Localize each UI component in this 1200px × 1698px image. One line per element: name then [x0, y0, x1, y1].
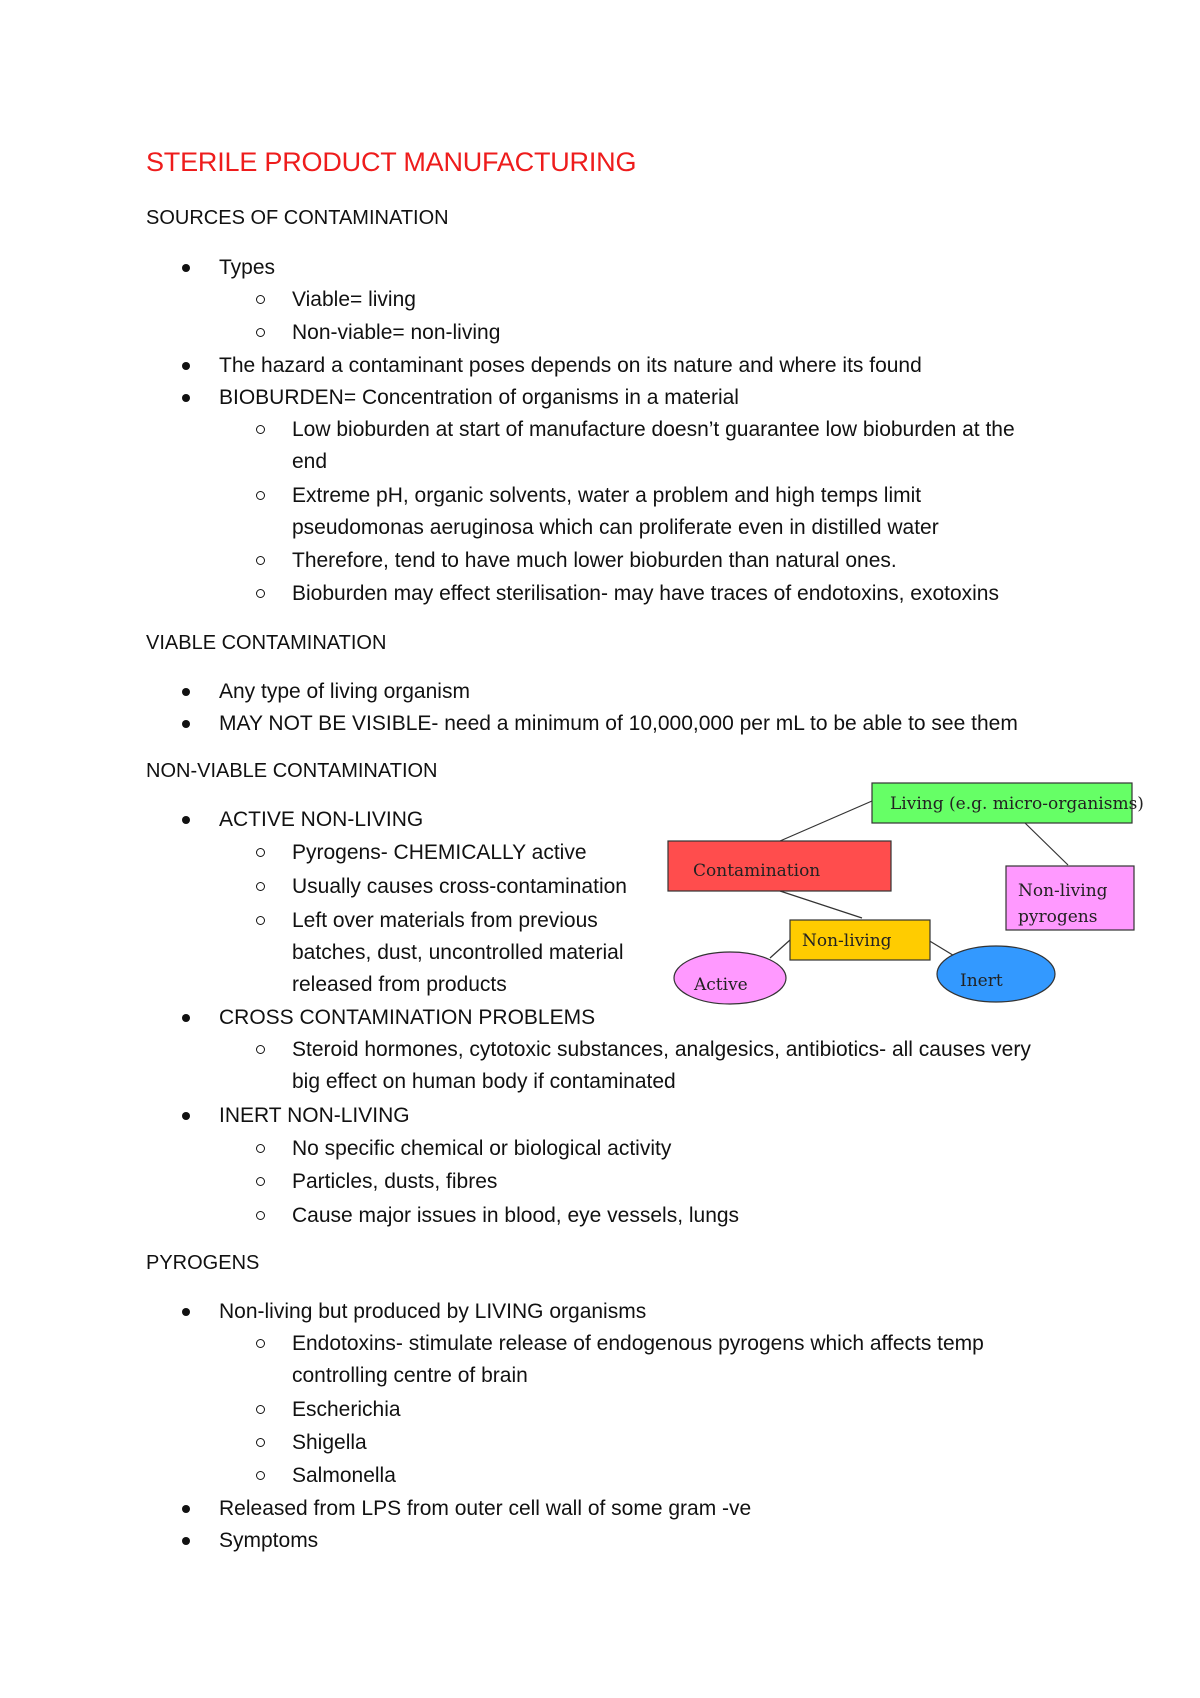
- contamination-label: Contamination: [693, 861, 821, 881]
- list-item: Therefore, tend to have much lower bioburden than natural ones.: [292, 545, 1052, 577]
- page-title: STERILE PRODUCT MANUFACTURING: [146, 147, 637, 177]
- list-item: Low bioburden at start of manufacture doesn’t guarantee low bioburden at the end: [292, 414, 1052, 478]
- list-item: Any type of living organism: [219, 676, 470, 708]
- inert-label: Inert: [960, 971, 1003, 991]
- list-item: Usually causes cross-contamination: [292, 871, 627, 903]
- nonliving-pyrogens-label-1: Non-living: [1018, 881, 1108, 901]
- list-item: ACTIVE NON-LIVING: [219, 804, 423, 836]
- living-label: Living (e.g. micro-organisms): [890, 794, 1144, 814]
- list-item: Extreme pH, organic solvents, water a problem and high temps limit pseudomonas aeruginosa which can proliferate even in distilled water: [292, 480, 1052, 544]
- list-item: Pyrogens- CHEMICALLY active: [292, 837, 587, 869]
- connector-living-pyrogens: [1024, 822, 1068, 865]
- section-heading-sources: SOURCES OF CONTAMINATION: [146, 207, 449, 229]
- list-item: Bioburden may effect sterilisation- may have traces of endotoxins, exotoxins: [292, 578, 1052, 610]
- list-item: Left over materials from previous batches, dust, uncontrolled material released from products: [292, 905, 652, 1001]
- list-item: The hazard a contaminant poses depends on its nature and where its found: [219, 350, 922, 382]
- list-item: Salmonella: [292, 1460, 396, 1492]
- list-item: Cause major issues in blood, eye vessels, lungs: [292, 1200, 739, 1232]
- list-item: Viable= living: [292, 284, 416, 316]
- list-item: Escherichia: [292, 1394, 401, 1426]
- section-heading-nonviable: NON-VIABLE CONTAMINATION: [146, 760, 438, 782]
- list-item: Types: [219, 252, 275, 284]
- list-item: No specific chemical or biological activity: [292, 1133, 671, 1165]
- list-item: Steroid hormones, cytotoxic substances, analgesics, antibiotics- all causes very big effect on human body if contaminated: [292, 1034, 1052, 1098]
- list-item: Particles, dusts, fibres: [292, 1166, 497, 1198]
- list-item: INERT NON-LIVING: [219, 1100, 410, 1132]
- section-heading-pyrogens: PYROGENS: [146, 1252, 260, 1274]
- connector-contamination-living: [780, 801, 872, 841]
- nonliving-label: Non-living: [802, 931, 892, 951]
- list-item: Non-living but produced by LIVING organisms: [219, 1296, 646, 1328]
- list-item: CROSS CONTAMINATION PROBLEMS: [219, 1002, 595, 1034]
- list-item: Endotoxins- stimulate release of endogenous pyrogens which affects temp controlling centre of brain: [292, 1328, 1052, 1392]
- section-heading-viable: VIABLE CONTAMINATION: [146, 632, 387, 654]
- active-label: Active: [694, 975, 748, 995]
- connector-nonliving-active: [770, 940, 790, 958]
- connector-contamination-nonliving: [780, 891, 862, 918]
- list-item: BIOBURDEN= Concentration of organisms in a material: [219, 382, 739, 414]
- list-item: Shigella: [292, 1427, 367, 1459]
- list-item: MAY NOT BE VISIBLE- need a minimum of 10,000,000 per mL to be able to see them: [219, 708, 1018, 740]
- list-item: Symptoms: [219, 1525, 318, 1557]
- list-item: Non-viable= non-living: [292, 317, 500, 349]
- list-item: Released from LPS from outer cell wall of some gram -ve: [219, 1493, 751, 1525]
- nonliving-pyrogens-label-2: pyrogens: [1018, 907, 1098, 927]
- connector-nonliving-inert: [928, 940, 956, 957]
